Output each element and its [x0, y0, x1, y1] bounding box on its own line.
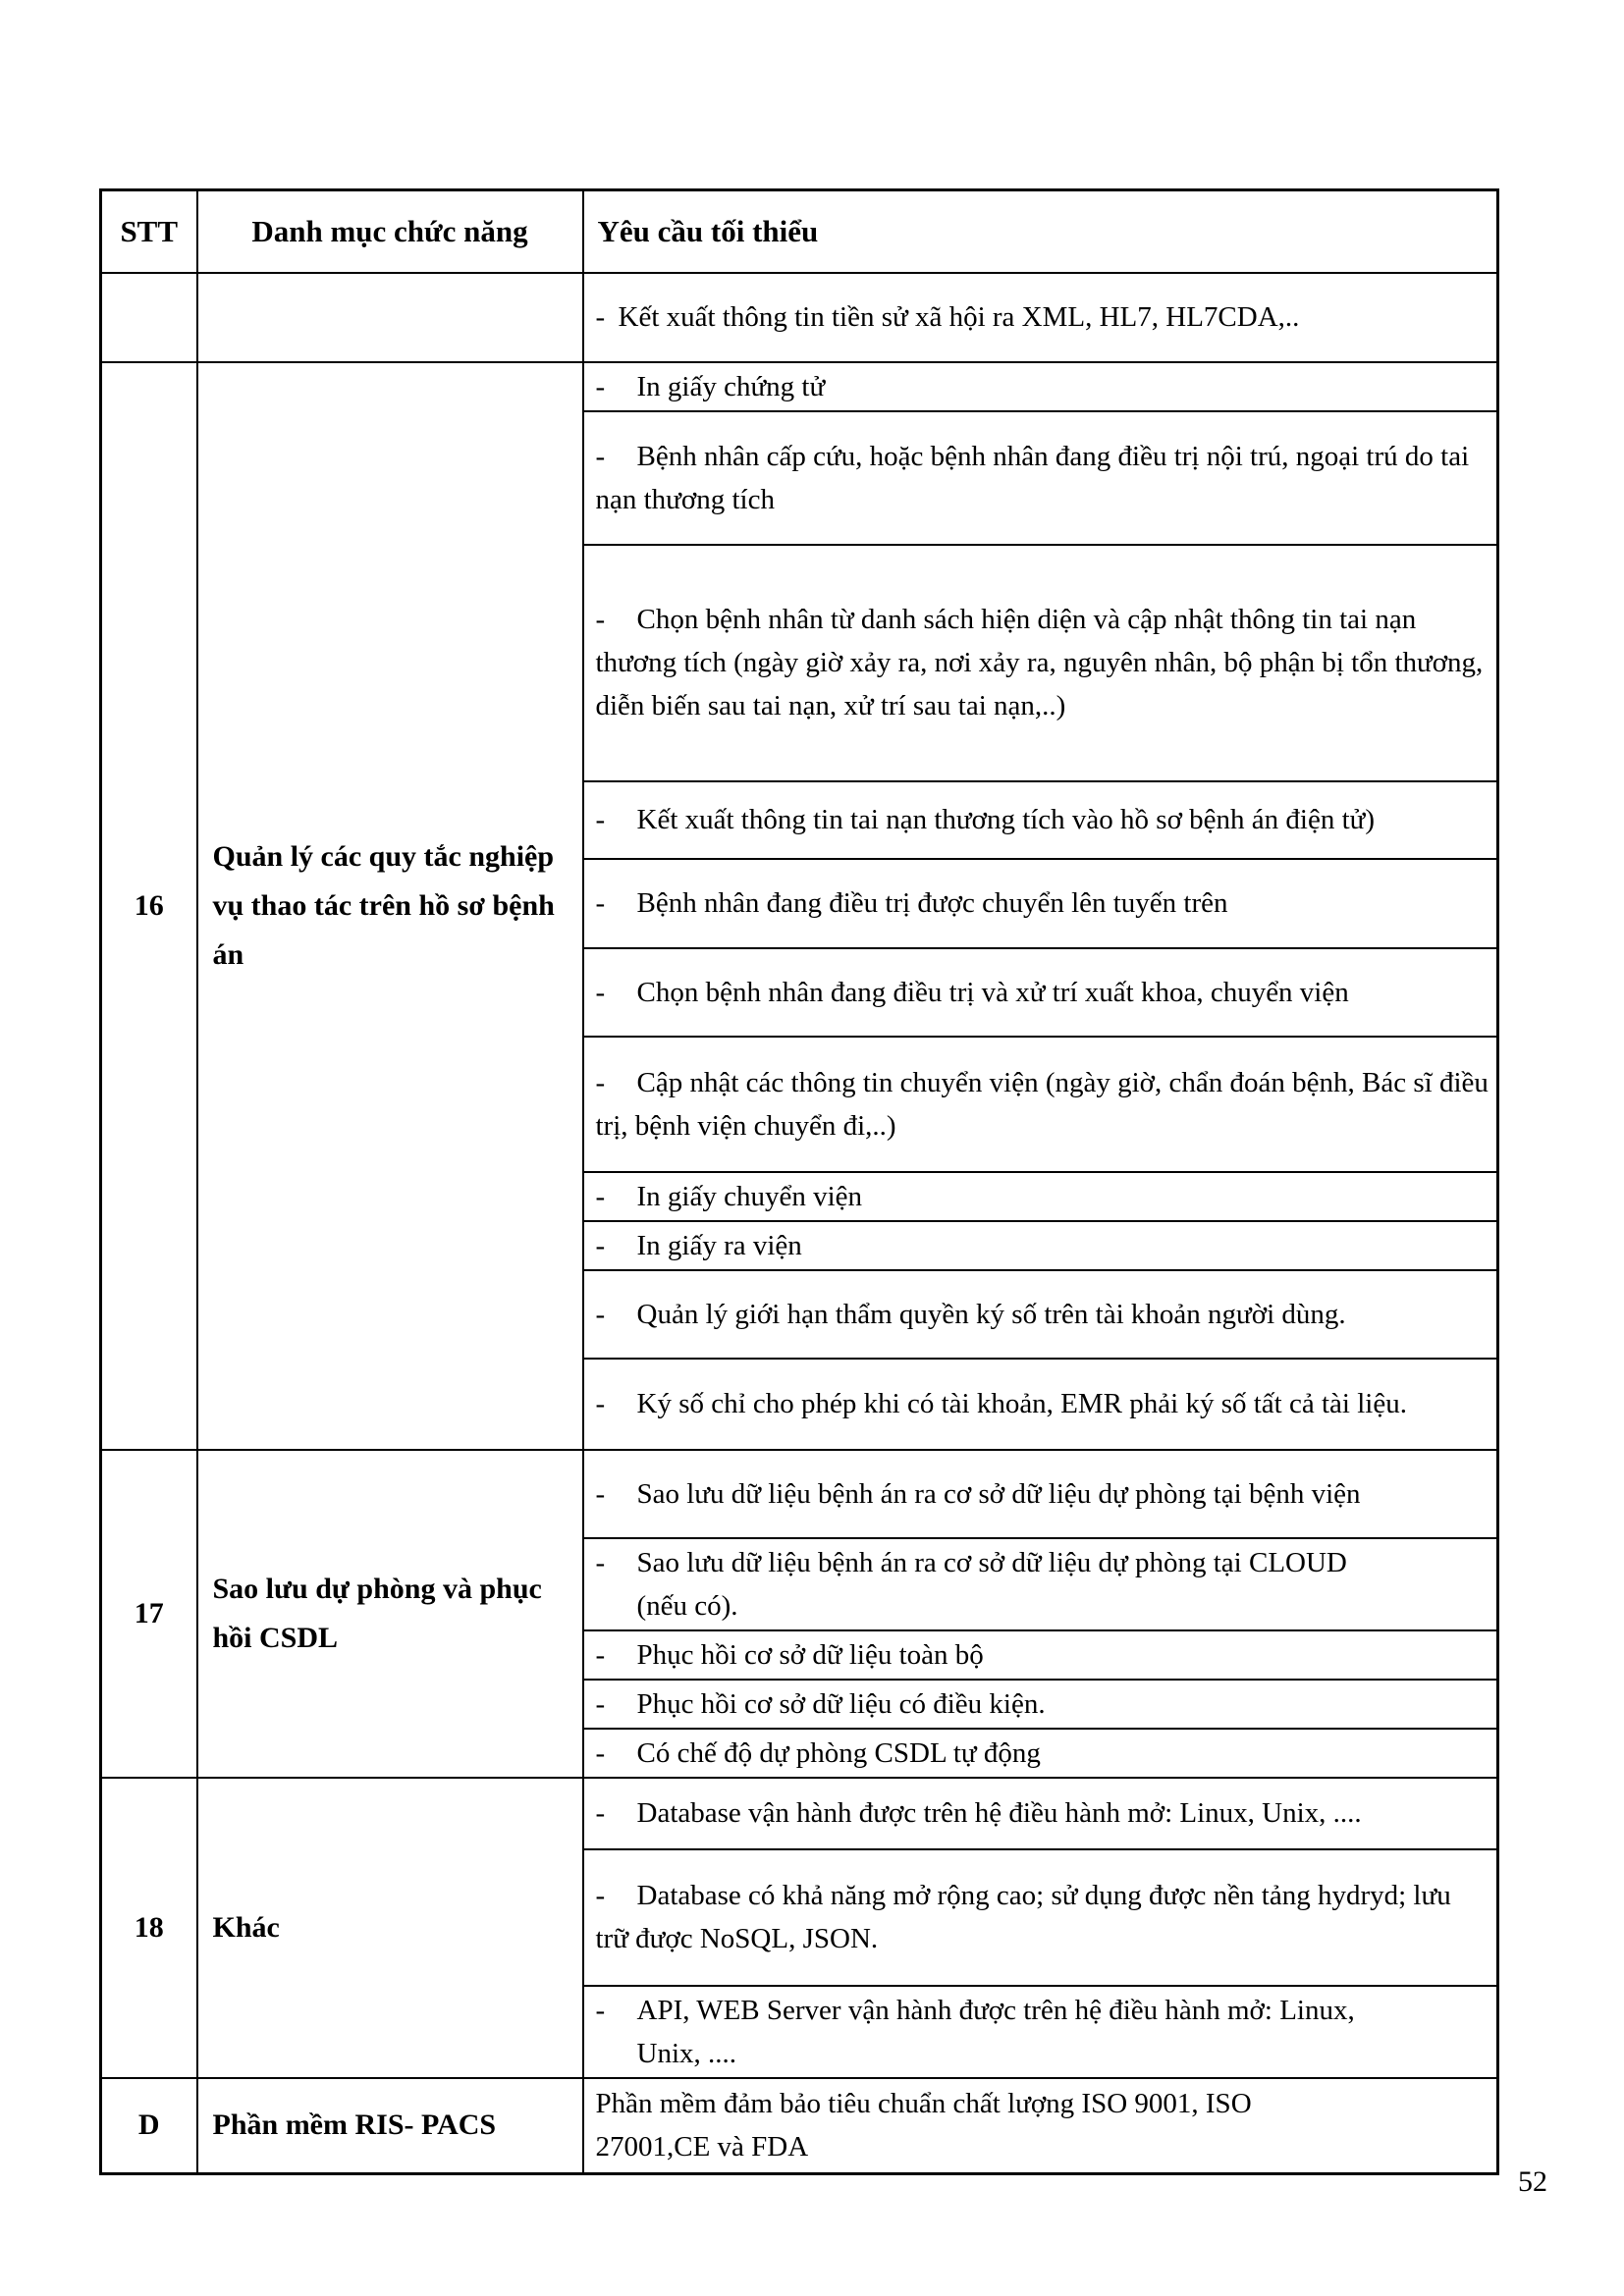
- page-number: 52: [1518, 2165, 1547, 2198]
- requirement-cell: [583, 948, 1498, 1037]
- table-row: [101, 273, 1498, 362]
- table-header-row: [101, 190, 1498, 273]
- requirement-text: Chọn bệnh nhân đang điều trị và xử trí xuất khoa, chuyển viện: [636, 976, 1349, 1008]
- requirement-cell: [583, 1172, 1498, 1221]
- requirement-cell: [583, 1037, 1498, 1172]
- bullet-dash: -: [595, 1797, 606, 1829]
- requirement-cell: [583, 1359, 1498, 1450]
- requirement-text: Bệnh nhân cấp cứu, hoặc bệnh nhân đang điều trị nội trú, ngoại trú do tai nạn thương tích: [595, 440, 1470, 515]
- requirement-cell: [583, 1221, 1498, 1270]
- requirement-cell: [583, 1986, 1498, 2078]
- requirement-cell: [583, 1849, 1498, 1986]
- stt-cell: 17: [101, 1450, 197, 1778]
- bullet-dash: -: [595, 1298, 606, 1330]
- requirement-text: Kết xuất thông tin tiền sử xã hội ra XML, HL7, HL7CDA,..: [618, 301, 1300, 333]
- stt-cell: 16: [101, 362, 197, 1450]
- bullet-dash: -: [595, 1388, 606, 1419]
- requirement-cell: [583, 1729, 1498, 1778]
- requirement-cell: [583, 2078, 1498, 2174]
- category-cell: Phần mềm RIS- PACS: [197, 2078, 583, 2174]
- requirement-text: Ký số chỉ cho phép khi có tài khoản, EMR phải ký số tất cả tài liệu.: [636, 1388, 1407, 1419]
- bullet-dash: -: [595, 804, 606, 835]
- table-row: [101, 362, 1498, 411]
- category-cell-empty: [197, 273, 583, 362]
- requirement-text: Chọn bệnh nhân từ danh sách hiện diện và cập nhật thông tin tai nạn thương tích (ngày giờ xảy ra, nơi xảy ra, nguyên nhân, bộ phận bị tổn thương, diễn biến sau tai nạn, xử trí sau tai nạn,..): [595, 604, 1484, 721]
- stt-cell-empty: [101, 273, 197, 362]
- header-category: Danh mục chức năng: [197, 190, 583, 273]
- bullet-dash: -: [595, 1736, 606, 1769]
- requirement-text: API, WEB Server vận hành được trên hệ điều hành mở: Linux, Unix, ....: [636, 1994, 1355, 2069]
- requirement-cell: [583, 781, 1498, 859]
- category-cell: Quản lý các quy tắc nghiệp vụ thao tác trên hồ sơ bệnh án: [197, 362, 583, 1450]
- requirement-text: In giấy chứng tử: [636, 370, 826, 402]
- requirement-cell: [583, 1538, 1498, 1630]
- requirement-cell: [583, 545, 1498, 781]
- requirement-text: Database có khả năng mở rộng cao; sử dụng được nền tảng hydryd; lưu trữ được NoSQL, JSON.: [595, 1880, 1451, 1954]
- bullet-dash: -: [595, 887, 606, 919]
- requirement-text: Kết xuất thông tin tai nạn thương tích vào hồ sơ bệnh án điện tử): [636, 804, 1376, 835]
- bullet-dash: -: [595, 1687, 606, 1720]
- requirement-cell: [583, 859, 1498, 948]
- bullet-dash: -: [595, 370, 606, 402]
- requirement-cell: [583, 1270, 1498, 1359]
- table-row: [101, 1778, 1498, 1849]
- requirement-cell: [583, 1778, 1498, 1849]
- bullet-dash: -: [595, 1477, 606, 1510]
- header-stt: STT: [101, 190, 197, 273]
- stt-cell: 18: [101, 1778, 197, 2078]
- bullet-dash: -: [595, 1229, 606, 1261]
- bullet-dash: -: [595, 604, 606, 635]
- bullet-dash: -: [595, 440, 606, 472]
- bullet-dash: -: [595, 1994, 606, 2026]
- requirement-text: In giấy ra viện: [636, 1229, 802, 1261]
- table-row: [101, 1450, 1498, 1538]
- requirement-cell: [583, 273, 1498, 362]
- requirement-text: Phục hồi cơ sở dữ liệu có điều kiện.: [636, 1687, 1046, 1720]
- requirement-cell: [583, 362, 1498, 411]
- requirement-text: In giấy chuyển viện: [636, 1180, 863, 1212]
- requirement-cell: [583, 1630, 1498, 1680]
- stt-cell: D: [101, 2078, 197, 2174]
- bullet-dash: -: [595, 1066, 606, 1098]
- bullet-dash: -: [595, 1638, 606, 1671]
- bullet-dash: -: [595, 976, 606, 1008]
- requirement-text: Sao lưu dữ liệu bệnh án ra cơ sở dữ liệu dự phòng tại CLOUD (nếu có).: [636, 1546, 1347, 1622]
- requirement-text: Cập nhật các thông tin chuyển viện (ngày giờ, chẩn đoán bệnh, Bác sĩ điều trị, bệnh viện chuyển đi,..): [595, 1066, 1489, 1142]
- category-cell: Khác: [197, 1778, 583, 2078]
- requirement-text: Bệnh nhân đang điều trị được chuyển lên tuyến trên: [636, 887, 1228, 919]
- requirement-cell: [583, 1680, 1498, 1729]
- requirement-cell: [583, 1450, 1498, 1538]
- requirement-text: Phục hồi cơ sở dữ liệu toàn bộ: [636, 1638, 984, 1671]
- category-cell: Sao lưu dự phòng và phục hồi CSDL: [197, 1450, 583, 1778]
- requirement-text: Có chế độ dự phòng CSDL tự động: [636, 1736, 1041, 1769]
- requirement-text: Phần mềm đảm bảo tiêu chuẩn chất lượng ISO 9001, ISO 27001,CE và FDA: [595, 2088, 1252, 2163]
- header-requirement: Yêu cầu tối thiểu: [583, 190, 1498, 273]
- table-row: [101, 2078, 1498, 2174]
- bullet-dash: -: [595, 1180, 606, 1212]
- requirements-table: [99, 188, 1499, 2175]
- requirement-text: Quản lý giới hạn thẩm quyền ký số trên tài khoản người dùng.: [636, 1298, 1346, 1330]
- bullet-dash: -: [595, 1880, 606, 1911]
- requirement-cell: [583, 411, 1498, 545]
- bullet-dash: -: [595, 1546, 606, 1578]
- bullet-dash: -: [595, 301, 606, 333]
- requirement-text: Database vận hành được trên hệ điều hành mở: Linux, Unix, ....: [636, 1797, 1362, 1829]
- requirement-text: Sao lưu dữ liệu bệnh án ra cơ sở dữ liệu dự phòng tại bệnh viện: [636, 1477, 1361, 1510]
